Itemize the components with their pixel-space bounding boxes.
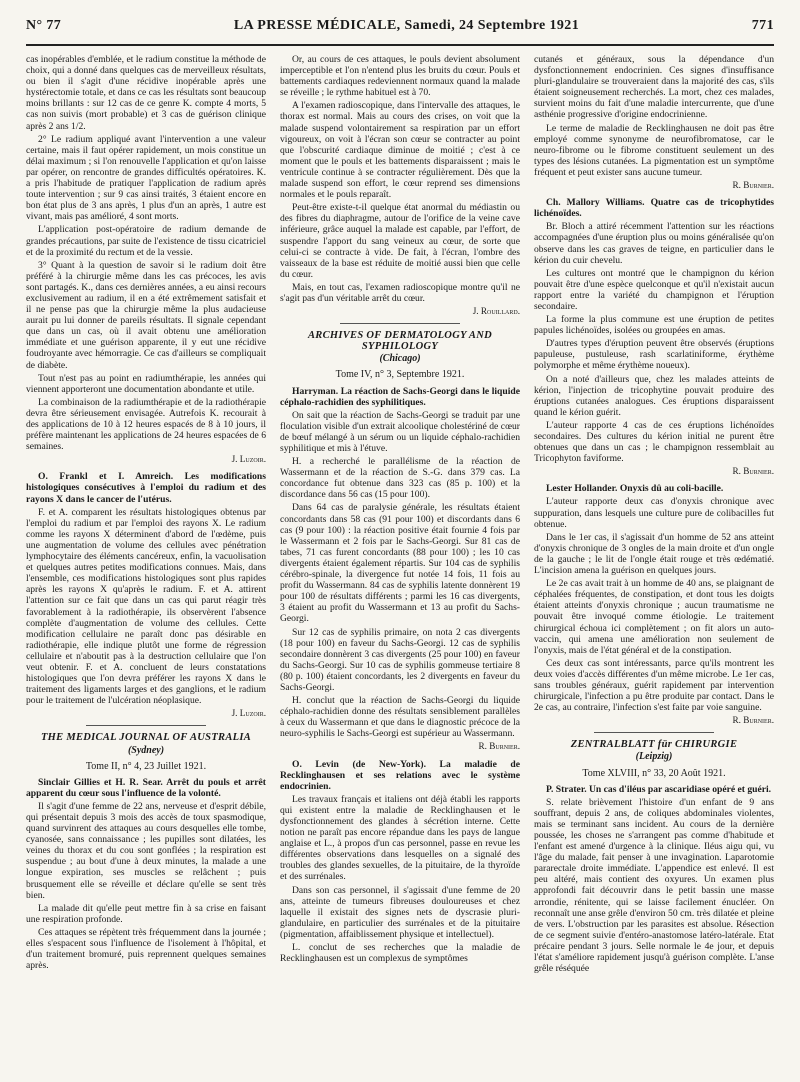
author-signature: J. Rouillard.: [472, 306, 520, 317]
paragraph: L'auteur rapporte 4 cas de ces éruptions lichénoïdes secondaires. Des cultures du kérion initial ne purent être obtenues que dans un cas ; le champignon ressemblait au Tricophyton faviforme.: [534, 419, 774, 465]
journal-masthead: LA PRESSE MÉDICALE, Samedi, 24 Septembre 1921: [233, 18, 580, 33]
issue-number: N° 77: [26, 18, 62, 33]
article-title: O. Frankl et I. Amreich. Les modifications histologiques consécutives à l'emploi du radium et des rayons X dans le cancer de l'utérus.: [26, 471, 266, 505]
paragraph: L'auteur rapporte deux cas d'onyxis chronique avec suppuration, dans lesquels une culture pure de colibacilles fut obtenue.: [534, 496, 774, 530]
column-3: [534, 54, 774, 1074]
paragraph: A l'examen radioscopique, dans l'intervalle des attaques, le thorax est normal. Mais au cours des crises, on voit que la malade suspend volontairement sa respiration par un effort vigoureux, on voit à l'écran son cœur se contracter au point que l'obscurité cardiaque diminue de moitié ; c'est à ce moment que le pouls et les battements disparaissent ; mais le ventricule continue à se contracter régulièrement. Dès que la malade suspend son effort, le cœur reprend ses dimensions normales et le pouls reparaît.: [280, 100, 520, 201]
header-rule: [26, 44, 774, 46]
paragraph: La malade dit qu'elle peut mettre fin à sa crise en faisant une respiration profonde.: [26, 902, 266, 925]
paragraph: La forme la plus commune est une éruption de petites papules lichénoïdes, isolées ou groupées en amas.: [534, 314, 774, 337]
paragraph: Le terme de maladie de Recklinghausen ne doit pas être employé comme synonyme de neurofibromatose, car le neuro-fibrome ou le fibrome constituent seulement un des types des lésions cutanées. La pigmentation est un symptôme fréquent et peut exister sans aucune tumeur.: [534, 122, 774, 178]
paragraph: cutanés et généraux, sous la dépendance d'un dysfonctionnement endocrinien. Ces signes d'insuffisance pluri-glandulaire se trouveraient dans la majorité des cas, s'ils étaient soigneusement recherchés. La mort, chez ces malades, survient moins du fait d'une maladie intercurrente, que d'une asthénie progressive d'origine endocrinienne.: [534, 54, 774, 121]
paragraph: S. relate brièvement l'histoire d'un enfant de 9 ans souffrant, depuis 2 ans, de coliques abdominales violentes, mais se terminant sans incident. Au cours de la dernière poussée, les choses ne s'arrangent pas comme d'habitude et l'enfant est amené d'urgence à la clinique. Iléus aigu qui, vu l'âge du malade, fait penser à une invagination. Laparotomie pararectale droite immédiate. L'appendice est enlevé. Il est peu altéré, mais contient des oxyures. Un examen plus approfondi fait découvrir dans le petit bassin une masse arrondie, rénitente, qui se laisse facilement énucléer. On reconnaît une anse grêle d'environ 50 cm. très dilatée et pleine de vers. L'obstruction par les parasites est absolue. Résection de ce segment suivie d'entéro-anastomose latéro-latérale. Etat précaire pendant 3 jours. Selle normale le 4e jour, et depuis l'état s'améliore rapidement jusqu'à guérison complète. L'anse grêle réséquée: [534, 796, 774, 975]
author-signature: R. Burnier.: [478, 741, 520, 752]
paragraph: Ces attaques se répètent très fréquemment dans la journée ; elles s'espacent sous l'influence de l'isolement à l'hôpital, et d'un traitement bromuré, puis reprennent quelques semaines après.: [26, 926, 266, 972]
journal-heading: ARCHIVES OF DERMATOLOGY AND SYPHILOLOGY: [307, 330, 493, 353]
journal-volume: Tome II, n° 4, 23 Juillet 1921.: [85, 760, 207, 772]
paragraph: Dans 64 cas de paralysie générale, les résultats étaient concordants dans 58 cas (91 pour 100) et discordants dans 6 cas (9 pour 100) : la réaction positive était fournie 4 fois par le Wassermann et 2 fois par le Sachs-Georgi. Sur 81 cas de tabes, 71 cas furent concordants (88 pour 100) ; les 10 cas divergents étaient également répartis. Sur 104 cas de syphilis cérébro-spinale, la divergence fut notée 14 fois, 11 fois au profit du Wassermann. 84 cas de syphilis latente donnèrent 19 pour 100 de résultats différents ; parmi les 16 cas divergents, 3 étaient au profit du Wassermann et 13 au profit du Sachs-Georgi.: [280, 502, 520, 625]
paragraph: Ces deux cas sont intéressants, parce qu'ils montrent les deux voies d'accès différentes d'un même microbe. Le 1er cas, sans troubles généraux, guérit rapidement par intervention chirurgicale, l'infection a pu être produite par contact. Dans le 2e cas, au contraire, l'infection s'est faite par voie sanguine.: [534, 657, 774, 714]
journal-volume: Tome XLVIII, n° 33, 20 Août 1921.: [582, 767, 726, 779]
author-signature: R. Burnier.: [732, 180, 774, 191]
section-divider: [594, 732, 714, 733]
paragraph: L. conclut de ses recherches que la maladie de Recklinghausen est un complexus de symptômes: [280, 942, 520, 965]
paragraph: L'application post-opératoire de radium demande de grandes précautions, par suite de l'existence de tissu cicatriciel et de la proximité du rectum et de la vessie.: [26, 224, 266, 258]
author-signature: R. Burnier.: [732, 466, 774, 477]
paragraph: 3° Quant à la question de savoir si le radium doit être préféré à la chirurgie même dans les cas précoces, les avis sont partagés. K., dans ces dernières années, a eu ainsi recours exclusivement au radium, il en a été extrêmement satisfait et il ne pense pas que la chirurgie même la plus audacieuse aurait pu lui donner de pareils résultats. Il signale cependant que dans un cas, où il avait obtenu une amélioration immédiate et une guérison apparente, il y eut une récidive foudroyante avec hémorragie. Ce cas d'ailleurs se compliquait de diabète.: [26, 259, 266, 371]
column-2: [280, 54, 520, 1074]
journal-place: (Leipzig): [635, 751, 673, 763]
paragraph: Tout n'est pas au point en radiumthérapie, les années qui viennent apporteront une documentation abondante et utile.: [26, 372, 266, 395]
paragraph: H. conclut que la réaction de Sachs-Georgi du liquide céphalo-rachidien donne des résultats sensiblement parallèles à ceux du Wassermann et que dans le diagnostic précoce de la neuro-syphilis le Sachs-Georgi est supérieur au Wassermann.: [280, 695, 520, 740]
article-title: Sinclair Gillies et H. R. Sear. Arrêt du pouls et arrêt apparent du cœur sous l'influence de la volonté.: [26, 776, 266, 799]
journal-heading: THE MEDICAL JOURNAL OF AUSTRALIA: [40, 732, 252, 744]
paragraph: cas inopérables d'emblée, et le radium constitue la méthode de choix, qui a donné dans quelques cas de merveilleux résultats, ou bien il s'agit d'une récidive inopérable après une hystérectomie totale, et dans ce cas les résultats sont beaucoup moins brillants : sur 12 cas de ce genre K. compte 4 morts, 5 cas non suivis (mort probable) et 3 cas de guérison clinique après 2 ans 1/2.: [26, 54, 266, 132]
paragraph: H. a recherché le parallélisme de la réaction de Wassermann et de la réaction de S.-G. dans 379 cas. La concordance fut obtenue dans 323 cas (85 p. 100) et la discordance dans 56 cas (15 pour 100).: [280, 456, 520, 501]
page-header: [26, 18, 774, 42]
column-1: [26, 54, 266, 1074]
paragraph: On sait que la réaction de Sachs-Georgi se traduit par une floculation visible d'un extrait alcoolique cholestériné de cœur de bœuf mélangé à un sérum ou un liquide céphalo-rachidien syphilitique et mis à l'étuve.: [280, 409, 520, 454]
paragraph: Dans son cas personnel, il s'agissait d'une femme de 20 ans, atteinte de tumeurs fibreuses douloureuses et chez laquelle il existait des signes nets de dyscrasie pluri-glandulaire, en particulier des surrénales et de la pituitaire (pigmentation, affaiblissement physique et intellectuel).: [280, 884, 520, 940]
paragraph: Peut-être existe-t-il quelque état anormal du médiastin ou des fibres du diaphragme, autour de l'orifice de la veine cave inférieure, grâce auquel la malade est capable, par l'effort, de suspendre l'apport du sang veineux au cœur, de sorte que celui-ci se contracte à vide. De fait, à l'écran, l'ombre des vaisseaux de la base est réduite de moitié aussi bien que celle du cœur.: [280, 202, 520, 280]
journal-place: (Sydney): [127, 744, 165, 756]
paragraph: 2° Le radium appliqué avant l'intervention a une valeur certaine, mais il faut opérer rapidement, un mois constitue un délai maximum ; si l'on renouvelle l'application et qu'on laisse par opérer, on rencontre de grandes difficultés opératoires. K. a pris l'habitude de pratiquer l'application de radium après toute intervention ; sur 9 cas ainsi traités, 3 étaient encore en bon état plus de 3 ans après, 1 plus d'un an après, 1 autre est vivant, mais pas amélioré, 4 sont morts.: [26, 133, 266, 223]
paragraph: Il s'agit d'une femme de 22 ans, nerveuse et d'esprit débile, qui présentait depuis 3 mois des accès de toux spasmodique, quand survinrent des attaques au cours desquelles elle tombe, cyanosée, sans connaissance ; les pupilles sont dilatées, les veines du thorax et du cou sont gonflées ; la respiration est suspendue ; au bout d'une à deux minutes, la malade a une longue expiration, ses muscles se relâchent ; puis brusquement elle se réveille et déclare qu'elle se sent très bien.: [26, 800, 266, 901]
author-signature: J. Luzoir.: [231, 708, 266, 719]
paragraph: La combinaison de la radiumthérapie et de la radiothérapie devra être sérieusement envisagée. Autrefois K. recourait à des applications de 10 à 12 heures espacés de 8 à 10 jours, il préfère maintenant les applications de 24 heures espacées de 6 semaines.: [26, 396, 266, 453]
article-title: Ch. Mallory Williams. Quatre cas de tricophytides lichénoïdes.: [534, 197, 774, 220]
paragraph: F. et A. comparent les résultats histologiques obtenus par l'emploi du radium et par l'emploi des rayons X. Le radium comme les rayons X déterminent d'abord de l'œdème, puis une augmentation de volume des cellules avec pénétration lymphocytaire des éléments cancéreux, enfin, la vacuolisation et quelques autres petites modifications connues. Mais, dans l'ensemble, ces modifications histologiques sont plus rapides après les rayons X qu'après le radium. F. et A. attirent l'attention sur ce fait que dans un cas qui parut réagir très favorablement à la radiothérapie, ils observèrent l'absence complète d'augmentation de volume des cellules. Cette modification cellulaire ne paraît donc pas désirable en radiothérapie, elle indique plutôt une forme de régression cellulaire et n'aboutit pas à la destruction cellulaire que l'on veut obtenir. F. et A. concluent de leurs constatations histologiques que l'on devra préférer les rayons X dans le traitement des ligaments larges et des ganglions, et le radium pour le traitement de l'ulcération néoplasique.: [26, 506, 266, 707]
paragraph: Les cultures ont montré que le champignon du kérion pouvait être d'une espèce quelconque et qu'il n'existait aucun rapport entre la variété du champignon et l'éruption secondaire.: [534, 267, 774, 312]
paragraph: On a noté d'ailleurs que, chez les malades atteints de kérion, l'injection de tricophytine pouvait produire des éruptions cutanées analogues. Ces éruptions disparaissent quand le kérion guérit.: [534, 373, 774, 418]
paragraph: Sur 12 cas de syphilis primaire, on nota 2 cas divergents (18 pour 100) en faveur du Sachs-Georgi. 12 cas de syphilis secondaire donnèrent 3 cas divergents (25 pour 100) en faveur du Sachs-Georgi. Sur 10 cas de syphilis gommeuse tertiaire 8 (80 p. 100) étaient concordants, les 2 divergents en faveur du Sachs-Georgi.: [280, 626, 520, 693]
article-title: Lester Hollander. Onyxis dû au coli-bacille.: [546, 483, 724, 495]
journal-heading: ZENTRALBLATT für CHIRURGIE: [570, 739, 738, 751]
section-divider: [340, 323, 460, 324]
article-title: O. Levin (de New-York). La maladie de Recklinghausen et ses relations avec le système endocrinien.: [280, 758, 520, 792]
author-signature: J. Luzoir.: [231, 454, 266, 465]
journal-place: (Chicago): [379, 353, 421, 365]
paragraph: Les travaux français et italiens ont déjà établi les rapports qui existent entre la maladie de Recklinghausen et le dysfonctionnement des glandes à sécrétion interne. Cette notion ne paraît pas encore répandue dans les pays de langue anglaise et L., à propos d'un cas personnel, passe en revue les différentes observations dans lesquelles on a signalé des troubles des glandes sexuelles, de la pituitaire, de la thyroïde et des surrénales.: [280, 793, 520, 883]
paragraph: Dans le 1er cas, il s'agissait d'un homme de 52 ans atteint d'onyxis chronique de 3 ongles de la main droite et d'un ongle de la gauche ; le lit de l'ongle était rouge et très œdématié. L'incision amena la guérison en quelques jours.: [534, 531, 774, 577]
paragraph: Or, au cours de ces attaques, le pouls devient absolument imperceptible et l'on n'entend plus les bruits du cœur. Pouls et battements cardiaques redeviennent normaux quand la malade se réveille ; le rythme habituel est à 70.: [280, 54, 520, 99]
paragraph: D'autres types d'éruption peuvent être observés (éruptions papuleuse, pustuleuse, rash scarlatiniforme, érythème polymorphe et même érythème noueux).: [534, 338, 774, 372]
paragraph: Mais, en tout cas, l'examen radioscopique montre qu'il ne s'agit pas d'un véritable arrêt du cœur.: [280, 281, 520, 304]
journal-volume: Tome IV, n° 3, Septembre 1921.: [335, 369, 465, 381]
section-divider: [86, 725, 206, 726]
article-columns: [26, 54, 774, 1074]
page-number: 771: [751, 18, 774, 33]
paragraph: Le 2e cas avait trait à un homme de 40 ans, se plaignant de céphalées fréquentes, de constipation, et dont tous les doigts étaient atteints d'onyxis chronique ; aucun traumatisme ne pouvait être invoqué comme étiologie. Le traitement chirurgical échoua ici complètement ; on fit alors un auto-vaccin, qui amena une amélioration non seulement de l'onyxis, mais de l'état général et de la constipation.: [534, 578, 774, 656]
article-title: P. Strater. Un cas d'iléus par ascaridiase opéré et guéri.: [546, 783, 772, 795]
author-signature: R. Burnier.: [732, 715, 774, 726]
article-title: Harryman. La réaction de Sachs-Georgi dans le liquide céphalo-rachidien des syphilitiques.: [280, 385, 520, 408]
paragraph: Br. Bloch a attiré récemment l'attention sur les réactions accompagnées d'une éruption plus ou moins généralisée qu'on observe dans les cas graves de teigne, en particulier dans le kérion du cuir chevelu.: [534, 221, 774, 266]
